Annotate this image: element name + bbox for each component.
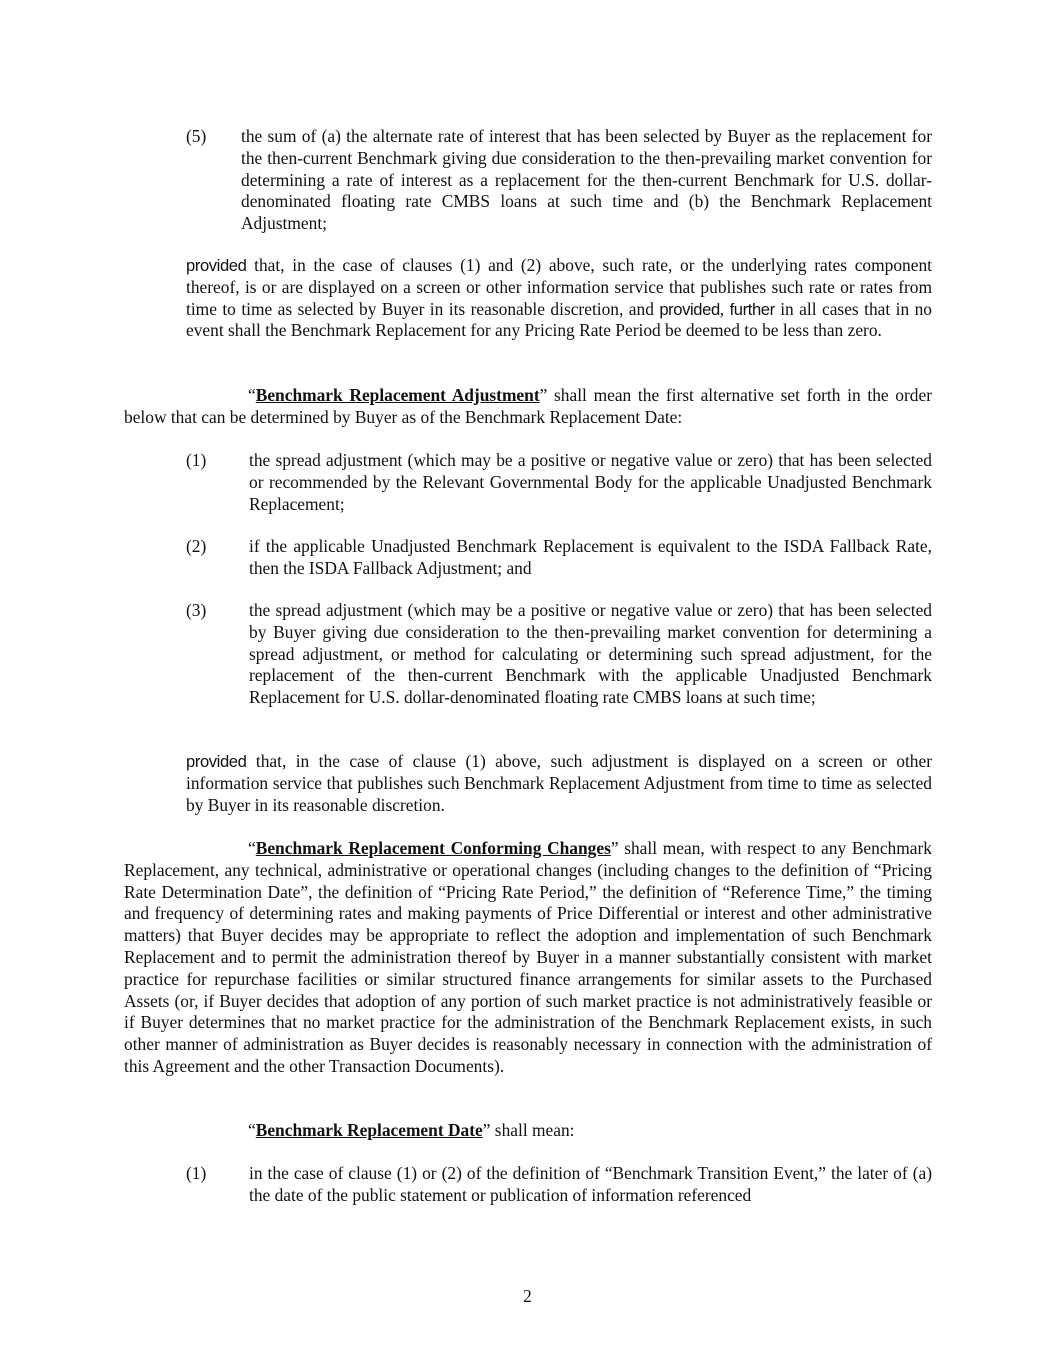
definition-text: ” shall mean the first alternative set forth in the order below that can be determined by Buyer as of the Benchmark Replacement Date: — [124, 385, 932, 427]
list-item — [186, 1163, 932, 1207]
list-item — [186, 536, 932, 580]
item-text: in the case of clause (1) or (2) of the definition of “Benchmark Transition Event,” the later of (a) the date of the public statement or publication of information referenced — [249, 1163, 932, 1205]
definition-text: ” shall mean: — [482, 1120, 575, 1140]
definition-benchmark-replacement-date — [124, 1120, 932, 1142]
proviso-keyword: provided — [659, 299, 720, 319]
defined-term: Benchmark Replacement Adjustment — [255, 385, 540, 405]
page-number: 2 — [523, 1286, 532, 1306]
clause-5 — [186, 126, 932, 238]
clause-text: the sum of (a) the alternate rate of interest that has been selected by Buyer as the replacement for the then-current Benchmark giving due consideration to the then-prevailing market convention for determining a rate of interest as a replacement for the then-current Benchmark for U.S. dollar-denominated floating rate CMBS loans at such time and (b) the Benchmark Replacement Adjustment; — [241, 126, 932, 234]
definition-benchmark-replacement-adjustment — [124, 385, 932, 429]
open-quote: “ — [248, 385, 256, 405]
proviso-comma: , — [719, 298, 730, 319]
defined-term: Benchmark Replacement Date — [255, 1120, 483, 1140]
item-text: the spread adjustment (which may be a positive or negative value or zero) that has been selected or recommended by the Relevant Governmental Body for the applicable Unadjusted Benchmark Replacement; — [249, 450, 932, 514]
open-quote: “ — [248, 838, 256, 858]
defined-term: Benchmark Replacement Conforming Changes — [255, 838, 611, 858]
list-item — [186, 600, 932, 732]
proviso-text: that, in the case of clause (1) above, such adjustment is displayed on a screen or other information service that publishes such Benchmark Replacement Adjustment from time to time as selected by Buyer in its reasonable discretion. — [186, 751, 932, 815]
definition-benchmark-replacement-conforming-changes — [124, 838, 932, 1078]
proviso-text: in all cases that in no event shall the Benchmark Replacement for any Pricing Rate Period be deemed to be less than zero. — [186, 298, 932, 341]
list-item — [186, 450, 932, 516]
item-number: (3) — [186, 600, 207, 620]
item-number: (1) — [186, 450, 207, 470]
proviso-keyword: provided — [186, 752, 247, 771]
open-quote: “ — [248, 1120, 256, 1140]
item-number: (1) — [186, 1163, 207, 1183]
proviso-keyword: further — [729, 299, 775, 319]
proviso-paragraph-2 — [186, 751, 932, 816]
item-text: if the applicable Unadjusted Benchmark Replacement is equivalent to the ISDA Fallback Rate, then the ISDA Fallback Adjustment; and — [249, 536, 932, 578]
proviso-text: that, in the case of clauses (1) and (2) above, such rate, or the underlying rates component thereof, is or are displayed on a screen or other information service that publishes such rate or rates from time to time as selected by Buyer in its reasonable discretion, and — [186, 255, 932, 319]
item-number: (2) — [186, 536, 207, 556]
item-text: the spread adjustment (which may be a positive or negative value or zero) that has been selected by Buyer giving due consideration to the then-prevailing market convention for determining a spread adjustment, or method for calculating or determining such spread adjustment, for the replacement of the then-current Benchmark with the applicable Unadjusted Benchmark Replacement for U.S. dollar-denominated floating rate CMBS loans at such time; — [249, 600, 932, 708]
clause-number: (5) — [186, 126, 207, 146]
definition-text: ” shall mean, with respect to any Benchmark Replacement, any technical, administrative or operational changes (including changes to the definition of “Pricing Rate Determination Date”, the definition of “Pricing Rate Period,” the definition of “Reference Time,” the timing and frequency of determining rates and making payments of Price Differential or interest and other administrative matters) that Buyer decides may be appropriate to reflect the adoption and implementation of such Benchmark Replacement and to permit the administration thereof by Buyer in a manner substantially consistent with market practice for repurchase facilities or similar structured finance arrangements for similar assets to the Purchased Assets (or, if Buyer decides that adoption of any portion of such market practice is not administratively feasible or if Buyer determines that no market practice for the administration of the Benchmark Replacement exists, in such other manner of administration as Buyer decides is reasonably necessary in connection with the administration of this Agreement and the other Transaction Documents). — [124, 838, 932, 1076]
proviso-paragraph-1 — [186, 255, 932, 342]
proviso-keyword: provided — [186, 256, 247, 275]
